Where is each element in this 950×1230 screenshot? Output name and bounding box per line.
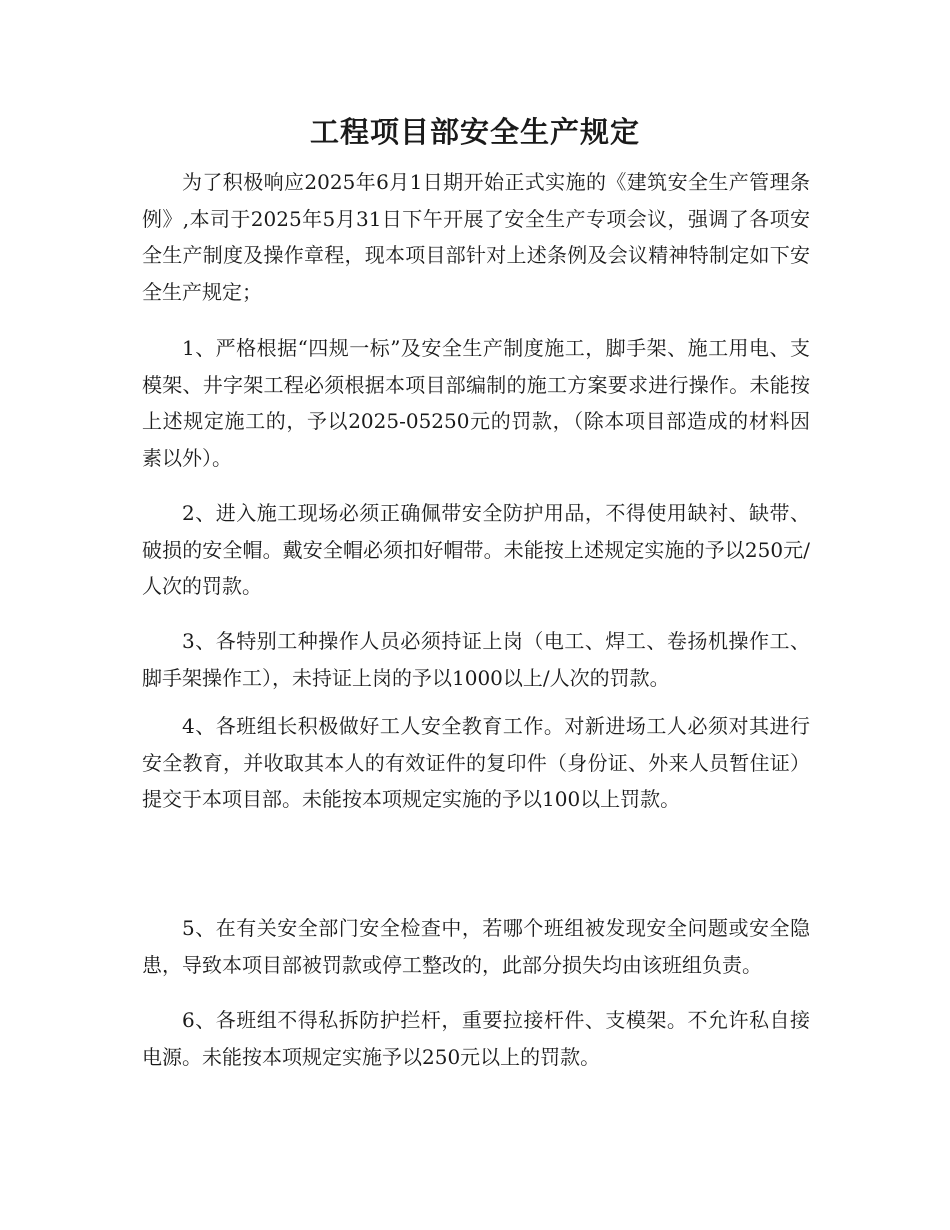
rule-paragraph-2: 2、进入施工现场必须正确佩带安全防护用品，不得使用缺衬、缺带、破损的安全帽。戴安全帽必须扣好帽带。未能按上述规定实施的予以250元/人次的罚款。	[142, 501, 810, 598]
rule-paragraph-1: 1、严格根据“四规一标”及安全生产制度施工，脚手架、施工用电、支模架、井字架工程必须根据本项目部编制的施工方案要求进行操作。未能按上述规定施工的，予以2025-05250元的罚款，（除本项目部造成的材料因素以外）。	[142, 336, 810, 470]
intro-paragraph: 为了积极响应2025年6月1日期开始正式实施的《建筑安全生产管理条例》,本司于2025年5月31日下午开展了安全生产专项会议，强调了各项安全生产制度及操作章程，现本项目部针对上述条例及会议精神特制定如下安全生产规定；	[142, 170, 810, 304]
rule-paragraph-3: 3、各特别工种操作人员必须持证上岗（电工、焊工、卷扬机操作工、脚手架操作工），未持证上岗的予以1000以上/人次的罚款。	[142, 629, 810, 690]
document-title: 工程项目部安全生产规定	[309, 115, 640, 149]
rule-paragraph-4: 4、各班组长积极做好工人安全教育工作。对新进场工人必须对其进行安全教育，并收取其本人的有效证件的复印件（身份证、外来人员暂住证）提交于本项目部。未能按本项规定实施的予以100以上罚款。	[142, 714, 810, 811]
rule-paragraph-5: 5、在有关安全部门安全检查中，若哪个班组被发现安全问题或安全隐患，导致本项目部被罚款或停工整改的，此部分损失均由该班组负责。	[142, 916, 810, 977]
rule-paragraph-6: 6、各班组不得私拆防护拦杆，重要拉接杆件、支模架。不允许私自接电源。未能按本项规定实施予以250元以上的罚款。	[142, 1008, 810, 1069]
